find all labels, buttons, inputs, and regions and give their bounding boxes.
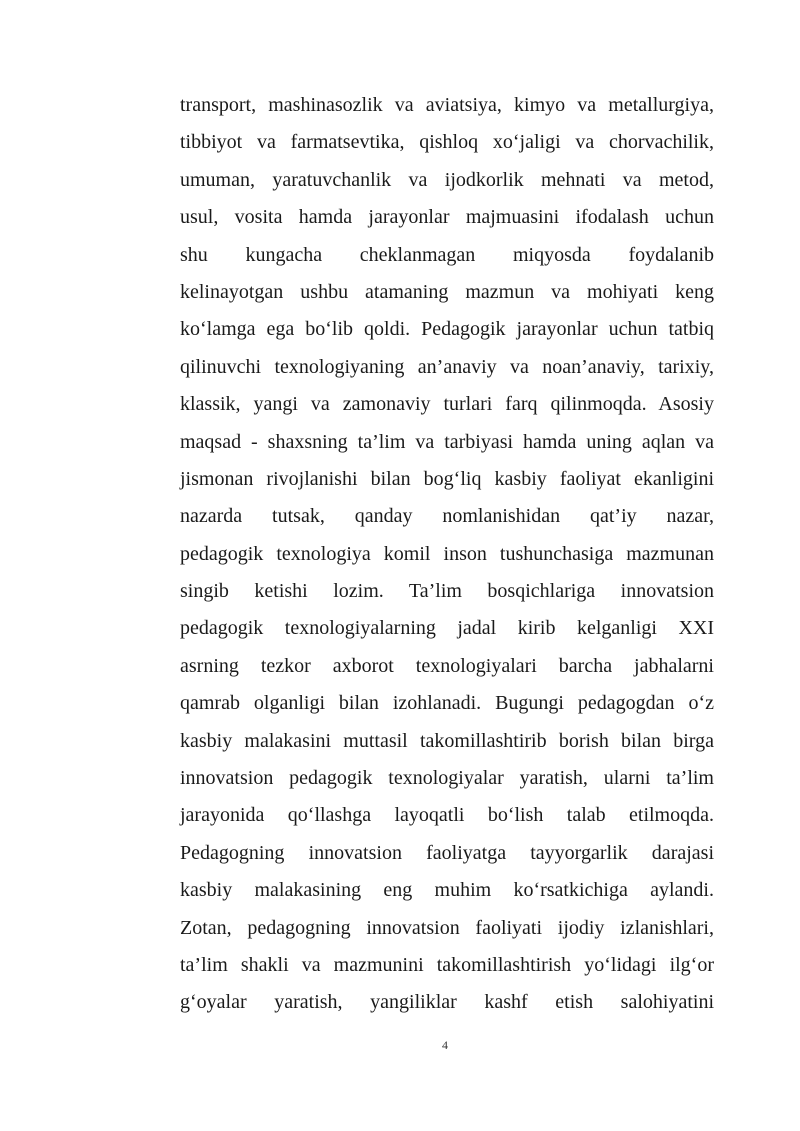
text-line: ko‘lamga ega bo‘lib qoldi. Pedagogik jarayonlar uchun tatbiq — [180, 318, 714, 341]
text-line: g‘oyalar yaratish, yangiliklar kashf etish salohiyatini — [180, 991, 714, 1014]
text-line: asrning tezkor axborot texnologiyalari barcha jabhalarni — [180, 654, 714, 677]
text-line: Pedagogning innovatsion faoliyatga tayyorgarlik darajasi — [180, 841, 714, 864]
page-number: 4 — [442, 1038, 448, 1052]
text-line: innovatsion pedagogik texnologiyalar yaratish, ularni ta’lim — [180, 767, 714, 790]
text-line: usul, vosita hamda jarayonlar majmuasini ifodalash uchun — [180, 206, 714, 229]
text-line: qamrab olganligi bilan izohlanadi. Bugungi pedagogdan o‘z — [180, 692, 714, 715]
text-line: tibbiyot va farmatsevtika, qishloq xo‘jaligi va chorvachilik, — [180, 131, 714, 154]
text-line: jarayonida qo‘llashga layoqatli bo‘lish talab etilmoqda. — [180, 804, 714, 827]
text-line: klassik, yangi va zamonaviy turlari farq qilinmoqda. Asosiy — [180, 393, 714, 416]
body-text — [180, 87, 714, 1022]
text-line: kasbiy malakasini muttasil takomillashtirib borish bilan birga — [180, 729, 714, 752]
text-line: transport, mashinasozlik va aviatsiya, kimyo va metallurgiya, — [180, 94, 714, 116]
text-line: pedagogik texnologiyalarning jadal kirib kelganligi XXI — [180, 617, 714, 640]
text-line: ta’lim shakli va mazmunini takomillashtirish yo‘lidagi ilg‘or — [180, 953, 714, 976]
text-line: pedagogik texnologiya komil inson tushunchasiga mazmunan — [180, 542, 714, 565]
text-line: shu kungacha cheklanmagan miqyosda foydalanib — [180, 243, 714, 266]
text-line: jismonan rivojlanishi bilan bog‘liq kasbiy faoliyat ekanligini — [180, 467, 714, 490]
text-line: singib ketishi lozim. Ta’lim bosqichlariga innovatsion — [180, 580, 714, 603]
text-line: nazarda tutsak, qanday nomlanishidan qat’iy nazar, — [180, 505, 714, 528]
text-line: umuman, yaratuvchanlik va ijodkorlik mehnati va metod, — [180, 168, 714, 191]
text-line: Zotan, pedagogning innovatsion faoliyati ijodiy izlanishlari, — [180, 916, 714, 939]
text-line: maqsad - shaxsning ta’lim va tarbiyasi hamda uning aqlan va — [180, 430, 714, 453]
text-line: kelinayotgan ushbu atamaning mazmun va mohiyati keng — [180, 280, 714, 303]
text-line: qilinuvchi texnologiyaning an’anaviy va noan’anaviy, tarixiy, — [180, 355, 714, 378]
text-line: kasbiy malakasining eng muhim ko‘rsatkichiga aylandi. — [180, 879, 714, 902]
